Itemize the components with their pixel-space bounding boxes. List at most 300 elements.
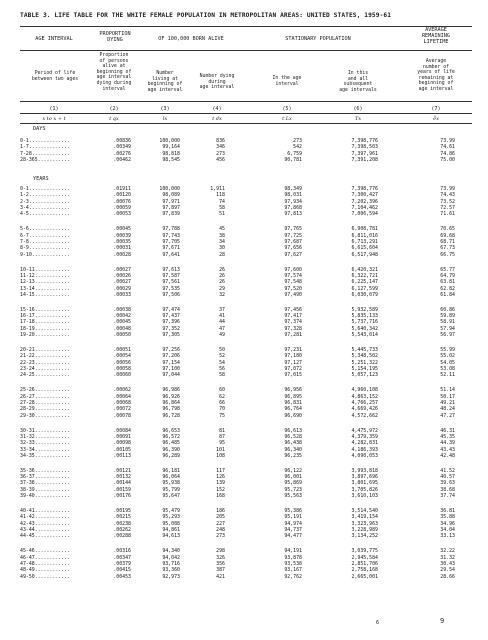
years-table-row xyxy=(0,313,488,319)
stationary-interval-cell: 94,477 xyxy=(284,533,302,540)
years-table-row xyxy=(0,468,488,474)
number-living-cell: 97,396 xyxy=(162,319,180,326)
stationary-interval-cell: 97,127 xyxy=(284,359,302,366)
life-expectancy-cell: 46.31 xyxy=(440,427,455,434)
age-interval-cell: 26-27............ xyxy=(20,393,71,400)
age-interval-cell: 0-1.............. xyxy=(20,138,71,144)
stationary-total-cell: 7,104,462 xyxy=(351,205,378,212)
life-expectancy-cell: 38.68 xyxy=(440,486,455,493)
number-dying-cell: 205 xyxy=(216,514,225,521)
stationary-total-cell: 3,705,826 xyxy=(351,486,378,493)
stationary-interval-cell: 97,600 xyxy=(284,266,302,273)
page-title: TABLE 3. LIFE TABLE FOR THE WHITE FEMALE POPULATION IN METROPOLITAN AREAS: UNITED STATES, 1959-61 xyxy=(20,12,392,19)
age-interval-cell: 5-6.............. xyxy=(20,226,71,233)
age-interval-cell: 32-33............ xyxy=(20,440,71,447)
proportion-dying-cell: .00027 xyxy=(113,266,131,273)
age-interval-cell: 2-3.............. xyxy=(20,198,71,205)
number-living-cell: 97,971 xyxy=(162,198,180,205)
column-number-2: (2) xyxy=(109,106,119,112)
stationary-total-cell: 4,282,831 xyxy=(351,440,378,447)
number-dying-cell: 108 xyxy=(216,452,225,459)
stationary-interval-cell: 97,627 xyxy=(284,251,302,258)
life-expectancy-cell: 41.52 xyxy=(440,467,455,474)
symbol-ex: e̊x xyxy=(433,116,439,122)
header-average-remaining: AVERAGE REMAINING LIFETIME xyxy=(421,27,451,45)
number-living-cell: 96,728 xyxy=(162,412,180,419)
years-table-row xyxy=(0,521,488,527)
number-dying-cell: 26 xyxy=(219,279,225,286)
stationary-total-cell: 4,766,257 xyxy=(351,399,378,406)
years-table-row xyxy=(0,192,488,198)
stationary-interval-cell: 95,869 xyxy=(284,480,302,487)
age-interval-cell: 28-29............ xyxy=(20,406,71,413)
number-living-cell: 95,293 xyxy=(162,514,180,521)
age-interval-cell: 17-18............ xyxy=(20,319,71,326)
age-interval-cell: 49-50............ xyxy=(20,573,71,580)
number-living-cell: 97,613 xyxy=(162,266,180,273)
years-table-row xyxy=(0,487,488,493)
years-table-row xyxy=(0,273,488,279)
number-dying-cell: 1,911 xyxy=(210,186,225,192)
life-expectancy-cell: 43.43 xyxy=(440,446,455,453)
proportion-dying-cell: .00053 xyxy=(113,211,131,218)
stationary-interval-cell: 97,490 xyxy=(284,291,302,298)
age-interval-cell: 21-22............ xyxy=(20,353,71,360)
life-expectancy-cell: 51.14 xyxy=(440,387,455,394)
stationary-interval-cell: 96,831 xyxy=(284,399,302,406)
proportion-dying-cell: .00060 xyxy=(113,372,131,379)
stationary-total-cell: 4,572,662 xyxy=(351,412,378,419)
years-table-row xyxy=(0,366,488,372)
life-expectancy-cell: 48.24 xyxy=(440,406,455,413)
column-number-rule xyxy=(20,113,472,114)
stationary-interval-cell: 95,191 xyxy=(284,514,302,521)
stationary-total-cell: 6,127,599 xyxy=(351,285,378,292)
life-expectancy-cell: 30.43 xyxy=(440,560,455,567)
age-interval-cell: 36-37............ xyxy=(20,474,71,481)
proportion-dying-cell: .00176 xyxy=(113,493,131,500)
years-table-row xyxy=(0,428,488,434)
header-age-interval: AGE INTERVAL xyxy=(35,36,73,42)
life-expectancy-cell: 70.65 xyxy=(440,226,455,233)
number-dying-cell: 62 xyxy=(219,393,225,400)
stationary-interval-cell: 96,122 xyxy=(284,467,302,474)
age-interval-cell: 24-25............ xyxy=(20,372,71,379)
stationary-total-cell: 6,225,147 xyxy=(351,279,378,286)
proportion-dying-cell: .00349 xyxy=(113,144,131,151)
stationary-total-cell: 3,228,989 xyxy=(351,527,378,534)
number-living-cell: 93,716 xyxy=(162,560,180,567)
proportion-dying-cell: .00379 xyxy=(113,560,131,567)
number-dying-cell: 139 xyxy=(216,480,225,487)
number-living-cell: 97,641 xyxy=(162,251,180,258)
proportion-dying-cell: .00039 xyxy=(113,232,131,239)
proportion-dying-cell: .00113 xyxy=(113,452,131,459)
number-dying-cell: 456 xyxy=(216,156,225,163)
years-table-row xyxy=(0,252,488,258)
number-living-cell: 97,897 xyxy=(162,205,180,212)
stationary-interval-cell: 95,386 xyxy=(284,508,302,514)
number-living-cell: 97,100 xyxy=(162,366,180,373)
stationary-total-cell: 6,615,604 xyxy=(351,245,378,252)
number-living-cell: 96,864 xyxy=(162,399,180,406)
years-table-row xyxy=(0,205,488,211)
life-expectancy-cell: 49.21 xyxy=(440,399,455,406)
stationary-total-cell: 5,251,322 xyxy=(351,359,378,366)
number-living-cell: 96,572 xyxy=(162,433,180,440)
proportion-dying-cell: .00072 xyxy=(113,406,131,413)
years-table-row xyxy=(0,307,488,313)
stationary-interval-cell: 93,167 xyxy=(284,567,302,574)
number-dying-cell: 58 xyxy=(219,372,225,379)
life-expectancy-cell: 37.74 xyxy=(440,493,455,500)
age-interval-cell: 3-4.............. xyxy=(20,205,71,212)
stationary-total-cell: 2,665,001 xyxy=(351,573,378,580)
years-table-row xyxy=(0,574,488,580)
stationary-total-cell: 2,945,584 xyxy=(351,554,378,561)
symbol-dx: t dx xyxy=(212,116,222,122)
age-interval-cell: 19-20............ xyxy=(20,332,71,339)
proportion-dying-cell: .00121 xyxy=(113,467,131,474)
life-expectancy-cell: 75.00 xyxy=(440,156,455,163)
number-dying-cell: 41 xyxy=(219,313,225,320)
age-interval-cell: 33-34............ xyxy=(20,446,71,453)
age-interval-cell: 9-10............. xyxy=(20,251,71,258)
stationary-total-cell: 5,057,123 xyxy=(351,372,378,379)
number-living-cell: 96,390 xyxy=(162,446,180,453)
proportion-dying-cell: .00091 xyxy=(113,433,131,440)
stationary-total-cell: 3,610,103 xyxy=(351,493,378,500)
age-interval-cell: 42-43............ xyxy=(20,520,71,527)
stationary-total-cell: 6,517,948 xyxy=(351,251,378,258)
stationary-interval-cell: 98,349 xyxy=(284,186,302,192)
number-living-cell: 97,256 xyxy=(162,347,180,353)
years-table-row xyxy=(0,453,488,459)
stationary-interval-cell: 97,180 xyxy=(284,353,302,360)
stationary-total-cell: 6,811,016 xyxy=(351,232,378,239)
number-dying-cell: 387 xyxy=(216,567,225,574)
number-dying-cell: 101 xyxy=(216,446,225,453)
number-living-cell: 96,653 xyxy=(162,427,180,434)
years-table-row xyxy=(0,326,488,332)
number-dying-cell: 60 xyxy=(219,387,225,394)
life-expectancy-cell: 67.73 xyxy=(440,245,455,252)
stationary-interval-cell: 96,528 xyxy=(284,433,302,440)
stationary-total-cell: 5,543,014 xyxy=(351,332,378,339)
header-proportion-dying: PROPORTION DYING xyxy=(99,31,131,43)
years-table-row xyxy=(0,493,488,499)
proportion-dying-cell: .00045 xyxy=(113,226,131,233)
number-dying-cell: 836 xyxy=(216,138,225,144)
stationary-interval-cell: 96,438 xyxy=(284,440,302,447)
life-expectancy-cell: 63.81 xyxy=(440,279,455,286)
stationary-total-cell: 2,851,706 xyxy=(351,560,378,567)
number-living-cell: 94,340 xyxy=(162,548,180,555)
life-expectancy-cell: 29.54 xyxy=(440,567,455,574)
years-table-row xyxy=(0,267,488,273)
stationary-interval-cell: 97,574 xyxy=(284,272,302,279)
age-interval-cell: 39-40............ xyxy=(20,493,71,500)
life-expectancy-cell: 60.86 xyxy=(440,306,455,313)
age-interval-cell: 47-48............ xyxy=(20,560,71,567)
number-dying-cell: 34 xyxy=(219,238,225,245)
life-expectancy-cell: 28.66 xyxy=(440,573,455,580)
proportion-dying-cell: .00029 xyxy=(113,285,131,292)
years-table-row xyxy=(0,347,488,353)
number-dying-cell: 45 xyxy=(219,226,225,233)
years-table-row xyxy=(0,514,488,520)
proportion-dying-cell: .00059 xyxy=(113,205,131,212)
stationary-total-cell: 3,323,963 xyxy=(351,520,378,527)
handwritten-mark: 9 xyxy=(440,617,445,625)
stationary-interval-cell: 90,781 xyxy=(284,156,302,163)
life-expectancy-cell: 61.84 xyxy=(440,291,455,298)
age-interval-cell: 11-12............ xyxy=(20,272,71,279)
number-living-cell: 96,986 xyxy=(162,387,180,394)
stationary-interval-cell: 93,878 xyxy=(284,554,302,561)
years-table-row xyxy=(0,440,488,446)
subheader-subsequent: In this and all subsequent age intervals xyxy=(339,71,377,93)
subheader-average-years: Average number of years of life remaining at beginning of age interval xyxy=(417,59,455,92)
years-table-row xyxy=(0,567,488,573)
life-expectancy-cell: 35.88 xyxy=(440,514,455,521)
proportion-dying-cell: .00453 xyxy=(113,573,131,580)
number-living-cell: 97,474 xyxy=(162,306,180,313)
age-interval-cell: 1-7.............. xyxy=(20,144,71,151)
days-table-row xyxy=(0,138,488,144)
proportion-dying-cell: .00132 xyxy=(113,474,131,481)
number-living-cell: 97,206 xyxy=(162,353,180,360)
number-living-cell: 96,289 xyxy=(162,452,180,459)
stationary-interval-cell: 95,723 xyxy=(284,486,302,493)
number-dying-cell: 227 xyxy=(216,520,225,527)
proportion-dying-cell: .00836 xyxy=(113,138,131,144)
number-dying-cell: 28 xyxy=(219,251,225,258)
proportion-dying-cell: .00159 xyxy=(113,486,131,493)
number-dying-cell: 87 xyxy=(219,433,225,440)
years-table-row xyxy=(0,353,488,359)
life-expectancy-cell: 40.57 xyxy=(440,474,455,481)
number-living-cell: 95,647 xyxy=(162,493,180,500)
years-table-row xyxy=(0,286,488,292)
stationary-interval-cell: 97,374 xyxy=(284,319,302,326)
years-table-row xyxy=(0,387,488,393)
number-living-cell: 95,938 xyxy=(162,480,180,487)
years-table-row xyxy=(0,474,488,480)
number-dying-cell: 117 xyxy=(216,467,225,474)
number-living-cell: 98,818 xyxy=(162,150,180,157)
age-interval-cell: 43-44............ xyxy=(20,527,71,534)
number-living-cell: 96,181 xyxy=(162,467,180,474)
proportion-dying-cell: .00033 xyxy=(113,291,131,298)
number-living-cell: 100,000 xyxy=(159,186,180,192)
life-expectancy-cell: 68.71 xyxy=(440,238,455,245)
age-interval-cell: 16-17............ xyxy=(20,313,71,320)
proportion-dying-cell: .00462 xyxy=(113,156,131,163)
age-interval-cell: 10-11............ xyxy=(20,266,71,273)
number-dying-cell: 273 xyxy=(216,533,225,540)
years-table-row xyxy=(0,360,488,366)
section-days-label: DAYS xyxy=(33,126,46,132)
stationary-total-cell: 6,030,079 xyxy=(351,291,378,298)
proportion-dying-cell: .00045 xyxy=(113,319,131,326)
years-table-row xyxy=(0,292,488,298)
life-expectancy-cell: 65.77 xyxy=(440,266,455,273)
stationary-interval-cell: 97,281 xyxy=(284,332,302,339)
age-interval-cell: 27-28............ xyxy=(20,399,71,406)
life-expectancy-cell: 34.04 xyxy=(440,527,455,534)
stationary-total-cell: 4,863,152 xyxy=(351,393,378,400)
symbol-lx: lx xyxy=(162,116,168,122)
stationary-total-cell: 5,640,342 xyxy=(351,325,378,332)
life-expectancy-cell: 36.81 xyxy=(440,508,455,514)
table-top-rule xyxy=(20,26,472,27)
number-dying-cell: 26 xyxy=(219,266,225,273)
proportion-dying-cell: .00078 xyxy=(113,412,131,419)
years-table-row xyxy=(0,394,488,400)
life-expectancy-cell: 47.27 xyxy=(440,412,455,419)
life-expectancy-cell: 31.32 xyxy=(440,554,455,561)
number-dying-cell: 298 xyxy=(216,548,225,555)
symbol-Tx: Tx xyxy=(354,116,362,122)
stationary-interval-cell: 96,613 xyxy=(284,427,302,434)
number-living-cell: 98,089 xyxy=(162,192,180,199)
proportion-dying-cell: .00195 xyxy=(113,508,131,514)
number-living-cell: 97,506 xyxy=(162,291,180,298)
life-expectancy-cell: 34.96 xyxy=(440,520,455,527)
age-interval-cell: 7-8.............. xyxy=(20,238,71,245)
proportion-dying-cell: .00076 xyxy=(113,198,131,205)
number-dying-cell: 273 xyxy=(216,150,225,157)
number-living-cell: 97,305 xyxy=(162,332,180,339)
proportion-dying-cell: .00415 xyxy=(113,567,131,574)
number-dying-cell: 26 xyxy=(219,272,225,279)
years-table-row xyxy=(0,480,488,486)
number-living-cell: 93,360 xyxy=(162,567,180,574)
years-table-row xyxy=(0,400,488,406)
stationary-total-cell: 3,993,818 xyxy=(351,467,378,474)
proportion-dying-cell: .00238 xyxy=(113,520,131,527)
proportion-dying-cell: .00038 xyxy=(113,306,131,313)
age-interval-cell: 14-15............ xyxy=(20,291,71,298)
proportion-dying-cell: .00084 xyxy=(113,427,131,434)
subheader-number-dying: Number dying during age interval xyxy=(199,74,235,91)
number-dying-cell: 54 xyxy=(219,359,225,366)
life-expectancy-cell: 42.48 xyxy=(440,452,455,459)
age-interval-cell: 38-39............ xyxy=(20,486,71,493)
number-dying-cell: 56 xyxy=(219,366,225,373)
stationary-total-cell: 4,960,108 xyxy=(351,387,378,394)
column-number-4: (4) xyxy=(212,106,222,112)
age-interval-cell: 13-14............ xyxy=(20,285,71,292)
subheader-number-living: Number living at beginning of age interval xyxy=(147,71,183,93)
age-interval-cell: 25-26............ xyxy=(20,387,71,394)
proportion-dying-cell: .00262 xyxy=(113,527,131,534)
stationary-total-cell: 5,154,195 xyxy=(351,366,378,373)
number-living-cell: 99,164 xyxy=(162,144,180,151)
life-expectancy-cell: 74.43 xyxy=(440,192,455,199)
number-dying-cell: 70 xyxy=(219,406,225,413)
number-living-cell: 95,088 xyxy=(162,520,180,527)
life-expectancy-cell: 54.05 xyxy=(440,359,455,366)
stationary-total-cell: 7,300,427 xyxy=(351,192,378,199)
proportion-dying-cell: .00105 xyxy=(113,446,131,453)
years-table-row xyxy=(0,533,488,539)
number-dying-cell: 32 xyxy=(219,291,225,298)
life-expectancy-cell: 55.99 xyxy=(440,347,455,353)
number-dying-cell: 38 xyxy=(219,232,225,239)
age-interval-cell: 31-32............ xyxy=(20,433,71,440)
life-expectancy-cell: 73.99 xyxy=(440,138,455,144)
number-living-cell: 92,973 xyxy=(162,573,180,580)
symbol-qx: t qx xyxy=(109,116,119,122)
life-expectancy-cell: 44.39 xyxy=(440,440,455,447)
proportion-dying-cell: .00068 xyxy=(113,399,131,406)
stationary-total-cell: 7,391,208 xyxy=(351,156,378,163)
subheader-rule xyxy=(20,101,472,102)
proportion-dying-cell: .00051 xyxy=(113,347,131,353)
life-expectancy-cell: 74.61 xyxy=(440,144,455,151)
proportion-dying-cell: .01911 xyxy=(113,186,131,192)
life-expectancy-cell: 50.17 xyxy=(440,393,455,400)
stationary-total-cell: 7,006,594 xyxy=(351,211,378,218)
column-number-3: (3) xyxy=(160,106,170,112)
number-dying-cell: 152 xyxy=(216,486,225,493)
number-dying-cell: 50 xyxy=(219,347,225,353)
age-interval-cell: 20-21............ xyxy=(20,347,71,353)
proportion-dying-cell: .00215 xyxy=(113,514,131,521)
age-interval-cell: 48-49............ xyxy=(20,567,71,574)
stationary-total-cell: 7,398,776 xyxy=(351,138,378,144)
life-expectancy-cell: 73.99 xyxy=(440,186,455,192)
life-expectancy-cell: 74.86 xyxy=(440,150,455,157)
stationary-total-cell: 3,134,252 xyxy=(351,533,378,540)
number-living-cell: 97,044 xyxy=(162,372,180,379)
age-interval-cell: 0-1.............. xyxy=(20,186,71,192)
proportion-dying-cell: .00058 xyxy=(113,366,131,373)
life-expectancy-cell: 56.97 xyxy=(440,332,455,339)
years-table-row xyxy=(0,548,488,554)
number-living-cell: 97,561 xyxy=(162,279,180,286)
days-table-row xyxy=(0,151,488,157)
number-dying-cell: 29 xyxy=(219,285,225,292)
stationary-interval-cell: 97,015 xyxy=(284,372,302,379)
years-table-row xyxy=(0,447,488,453)
stationary-interval-cell: 97,687 xyxy=(284,238,302,245)
life-expectancy-cell: 64.79 xyxy=(440,272,455,279)
years-table-row xyxy=(0,199,488,205)
stationary-interval-cell: 95,563 xyxy=(284,493,302,500)
number-living-cell: 97,535 xyxy=(162,285,180,292)
number-living-cell: 96,798 xyxy=(162,406,180,413)
column-number-7: (7) xyxy=(431,106,441,112)
stationary-total-cell: 5,445,733 xyxy=(351,347,378,353)
stationary-interval-cell: 97,765 xyxy=(284,226,302,233)
stationary-total-cell: 4,090,053 xyxy=(351,452,378,459)
number-living-cell: 96,926 xyxy=(162,393,180,400)
subheader-in-age-interval: In the age interval xyxy=(272,76,302,87)
number-living-cell: 96,064 xyxy=(162,474,180,481)
column-number-5: (5) xyxy=(282,106,292,112)
years-table-row xyxy=(0,279,488,285)
number-living-cell: 97,671 xyxy=(162,245,180,252)
stationary-total-cell: 7,397,961 xyxy=(351,150,378,157)
age-interval-cell: 44-45............ xyxy=(20,533,71,540)
age-interval-cell: 15-16............ xyxy=(20,306,71,313)
proportion-dying-cell: .00120 xyxy=(113,192,131,199)
number-living-cell: 97,587 xyxy=(162,272,180,279)
stationary-total-cell: 5,932,589 xyxy=(351,306,378,313)
